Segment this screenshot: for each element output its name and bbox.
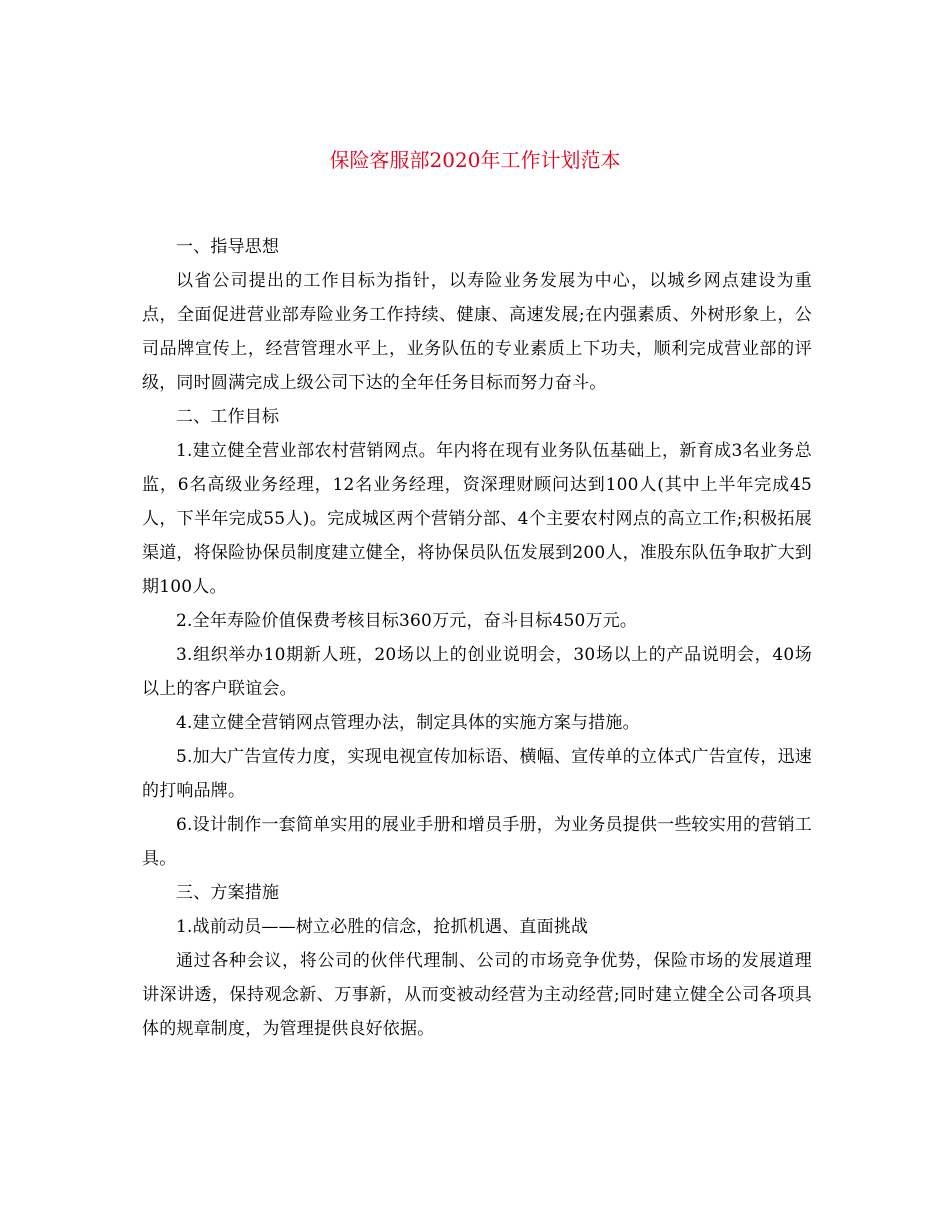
goal-item-4: 4.建立健全营销网点管理办法，制定具体的实施方案与措施。 xyxy=(176,713,640,733)
measure-item-1-heading: 1.战前动员——树立必胜的信念，抢抓机遇、直面挑战 xyxy=(176,917,589,937)
goal-item-3: 3.组织举办10期新人班，20场以上的创业说明会，30场以上的产品说明会，40场以上的客户联谊会。 xyxy=(142,645,812,699)
measure-item-1-text: 通过各种会议，将公司的伙伴代理制、公司的市场竞争优势，保险市场的发展道理讲深讲透，保持观念新、万事新，从而变被动经营为主动经营;同时建立健全公司各项具体的规章制度，为管理提供良好依据。 xyxy=(142,951,812,1039)
section-heading-guiding-ideology: 一、指导思想 xyxy=(176,237,280,257)
section-heading-measures: 三、方案措施 xyxy=(176,883,280,903)
goal-item-6: 6.设计制作一套简单实用的展业手册和增员手册，为业务员提供一些较实用的营销工具。 xyxy=(142,815,812,869)
goal-item-1: 1.建立健全营业部农村营销网点。年内将在现有业务队伍基础上，新育成3名业务总监，6名高级业务经理，12名业务经理，资深理财顾问达到100人(其中上半年完成45人，下半年完成55人)。完成城区两个营销分部、4个主要农村网点的高立工作;积极拓展渠道，将保险协保员制度建立健全，将协保员队伍发展到200人，准股东队伍争取扩大到期100人。 xyxy=(142,441,812,597)
section-heading-work-goals: 二、工作目标 xyxy=(176,407,280,427)
document-title: 保险客服部2020年工作计划范本 xyxy=(329,148,621,172)
paragraph-guiding-ideology: 以省公司提出的工作目标为指针，以寿险业务发展为中心，以城乡网点建设为重点，全面促进营业部寿险业务工作持续、健康、高速发展;在内强素质、外树形象上，公司品牌宣传上，经营管理水平上，业务队伍的专业素质上下功夫，顺利完成营业部的评级，同时圆满完成上级公司下达的全年任务目标而努力奋斗。 xyxy=(142,271,812,393)
goal-item-2: 2.全年寿险价值保费考核目标360万元，奋斗目标450万元。 xyxy=(176,611,638,631)
goal-item-5: 5.加大广告宣传力度，实现电视宣传加标语、横幅、宣传单的立体式广告宣传，迅速的打响品牌。 xyxy=(142,747,812,801)
document-body xyxy=(142,230,812,1046)
